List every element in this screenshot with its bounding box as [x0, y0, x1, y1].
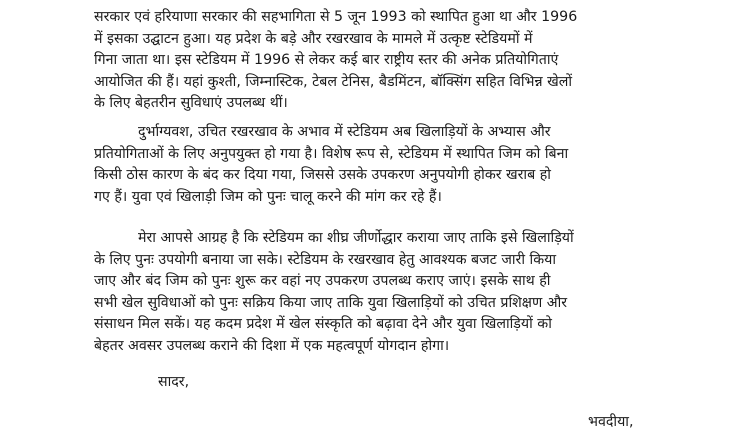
paragraph-line: के लिए बेहतरीन सुविधाएं उपलब्ध थीं। [94, 95, 288, 112]
paragraph-line: मेरा आपसे आग्रह है कि स्टेडियम का शीघ्र जीर्णोद्धार कराया जाए ताकि इसे खिलाड़ियों [138, 230, 574, 246]
paragraph-line: प्रतियोगिताओं के लिए अनुपयुक्त हो गया है। विशेष रूप से, स्टेडियम में स्थापित जिम को बिना [94, 145, 569, 162]
paragraph-line: दुर्भाग्यवश, उचित रखरखाव के अभाव में स्टेडियम अब खिलाड़ियों के अभ्यास और [138, 124, 551, 140]
paragraph-line: गए हैं। युवा एवं खिलाड़ी जिम को पुनः चालू करने की मांग कर रहे हैं। [94, 188, 442, 205]
paragraph-line: में इसका उद्घाटन हुआ। यह प्रदेश के बड़े और रखरखाव के मामले में उत्कृष्ट स्टेडियमों में [94, 30, 533, 47]
paragraph-line: सरकार एवं हरियाणा सरकार की सहभागिता से 5 जून 1993 को स्थापित हुआ था और 1996 [94, 9, 578, 25]
paragraph-line: सभी खेल सुविधाओं को पुनः सक्रिय किया जाए ताकि युवा खिलाड़ियों को उचित प्रशिक्षण और [94, 294, 568, 311]
letter-signoff: भवदीया, [588, 414, 634, 430]
letter-paragraph-1 [94, 7, 654, 115]
paragraph-line: किसी ठोस कारण के बंद कर दिया गया, जिससे उसके उपकरण अनुपयोगी होकर खराब हो [94, 167, 551, 184]
letter-closing: सादर, [158, 374, 190, 390]
letter-paragraph-2 [94, 122, 654, 208]
letter-paragraph-3 [94, 228, 654, 358]
paragraph-line: बेहतर अवसर उपलब्ध कराने की दिशा में एक महत्वपूर्ण योगदान होगा। [94, 337, 450, 354]
paragraph-line: गिना जाता था। इस स्टेडियम में 1996 से लेकर कई बार राष्ट्रीय स्तर की अनेक प्रतियोगिताएं [94, 52, 559, 69]
paragraph-line: संसाधन मिल सकें। यह कदम प्रदेश में खेल संस्कृति को बढ़ावा देने और युवा खिलाड़ियों को [94, 316, 552, 333]
paragraph-line: के लिए पुनः उपयोगी बनाया जा सके। स्टेडियम के रखरखाव हेतु आवश्यक बजट जारी किया [94, 251, 557, 268]
paragraph-line: आयोजित की हैं। यहां कुश्ती, जिम्नास्टिक, टेबल टेनिस, बैडमिंटन, बॉक्सिंग सहित विभिन्न खेलों [94, 73, 573, 90]
paragraph-line: जाए और बंद जिम को पुनः शुरू कर वहां नए उपकरण उपलब्ध कराए जाएं। इसके साथ ही [94, 273, 551, 290]
